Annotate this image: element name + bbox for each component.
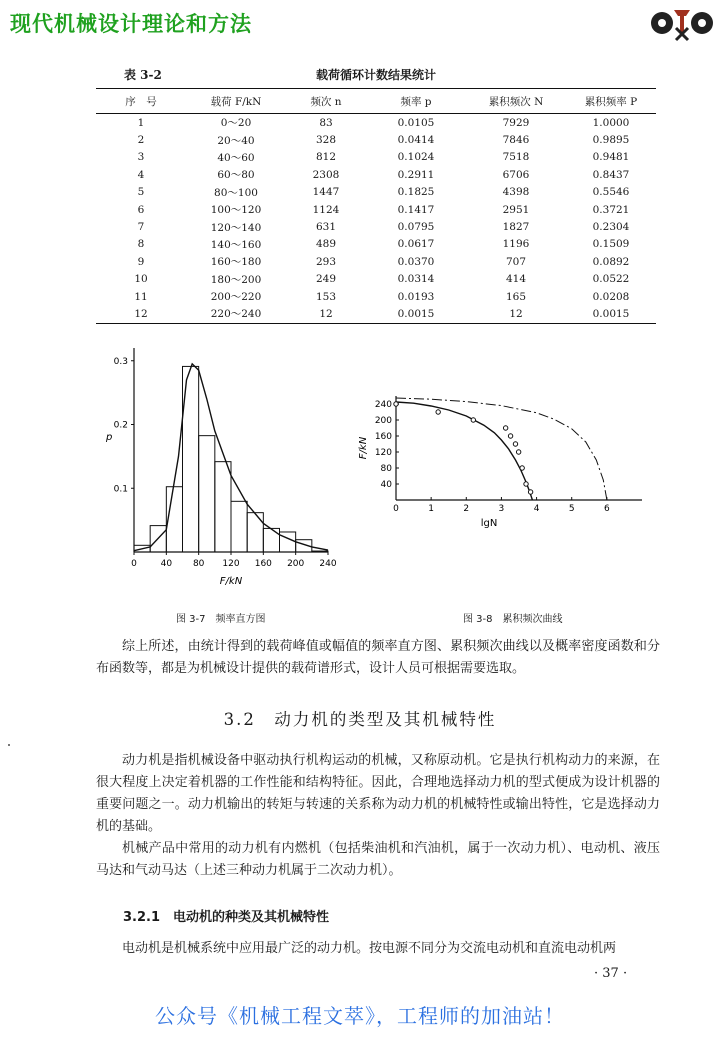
- histogram-bar: [247, 513, 263, 552]
- section-paragraph-2: 机械产品中常用的动力机有内燃机（包括柴油机和汽油机，属于一次动力机）、电动机、液压马达和气动马达（上述三种动力机属于二次动力机）。: [96, 841, 660, 878]
- data-point: [528, 490, 532, 494]
- subsection-body: [96, 938, 660, 960]
- table-cell: 5: [137, 186, 145, 199]
- table-cell: 180～200: [210, 273, 262, 286]
- table-cell: 0.1825: [397, 186, 435, 199]
- table-row: [96, 166, 656, 183]
- histogram-bar: [199, 436, 215, 552]
- y-tick-label: 120: [374, 448, 392, 458]
- table-cell: 3: [137, 151, 145, 164]
- column-header: 频率 p: [366, 89, 466, 114]
- table-cell: 0.0617: [397, 238, 435, 251]
- y-tick-label: 0.1: [113, 484, 128, 495]
- table-cell: 328: [315, 134, 337, 147]
- load-statistics-table: [96, 88, 656, 324]
- figure-3-8-caption: 图 3-8 累积频次曲线: [463, 614, 563, 625]
- table-row: [96, 236, 656, 253]
- table-cell: 40～60: [217, 151, 255, 164]
- table-cell: 2308: [312, 168, 340, 181]
- y-tick-label: 40: [380, 480, 392, 490]
- histogram-bar: [263, 528, 279, 552]
- table-cell: 0.0015: [566, 305, 656, 323]
- histogram-bar: [166, 487, 182, 552]
- table-cell: 0.0193: [397, 290, 435, 303]
- table-cell: 0～20: [220, 117, 252, 130]
- y-axis-label: F/kN: [358, 436, 369, 460]
- publisher-logo-icon: [650, 4, 714, 42]
- section-title: 3.2 动力机的类型及其机械特性: [223, 710, 497, 729]
- table-cell: 0.8437: [592, 168, 630, 181]
- x-tick-label: 40: [160, 559, 173, 569]
- table-number: 表 3-2: [124, 68, 162, 82]
- figure-3-7-caption: 图 3-7 频率直方图: [176, 614, 266, 625]
- x-tick-label: 0: [131, 559, 137, 569]
- table-cell: 0.0370: [397, 255, 435, 268]
- table-cell: 80～100: [214, 186, 258, 199]
- table-cell: 1.0000: [592, 116, 630, 129]
- x-axis-label: lgN: [480, 518, 498, 529]
- table-cell: 0.5546: [592, 186, 630, 199]
- column-header: 序 号: [96, 89, 186, 114]
- x-tick-label: 3: [498, 504, 505, 514]
- table-cell: 0.1509: [592, 238, 630, 251]
- table-cell: 200～220: [210, 291, 262, 304]
- y-axis-label: p: [106, 432, 113, 443]
- table-cell: 812: [315, 151, 337, 164]
- table-cell: 12: [466, 305, 566, 323]
- y-tick-label: 80: [380, 464, 392, 474]
- table-cell: 1827: [502, 221, 530, 234]
- table-cell: 631: [315, 221, 337, 234]
- y-tick-label: 200: [374, 416, 392, 426]
- table-title: 载荷循环计数结果统计: [316, 68, 437, 82]
- table-cell: 0.9481: [592, 151, 630, 164]
- table-cell: 0.2304: [592, 221, 630, 234]
- subsection-paragraph: 电动机是机械系统中应用最广泛的动力机。按电源不同分为交流电动机和直流电动机两: [122, 941, 617, 956]
- y-tick-label: 0.3: [113, 356, 128, 367]
- column-header: 累积频率 P: [566, 89, 656, 114]
- x-tick-label: 160: [254, 559, 272, 569]
- table-body: [96, 114, 656, 324]
- table-cell: 1: [137, 116, 145, 129]
- table-caption: [96, 66, 656, 84]
- table-cell: 1196: [502, 238, 530, 251]
- table-cell: 10: [134, 273, 148, 286]
- table-row: [96, 149, 656, 166]
- header-title: 现代机械设计理论和方法: [10, 12, 252, 36]
- table-row: [96, 184, 656, 201]
- data-point: [471, 418, 475, 422]
- table-cell: 60～80: [217, 169, 255, 182]
- table-cell: 165: [505, 290, 527, 303]
- margin-mark: [8, 744, 10, 746]
- table-cell: 0.0892: [592, 255, 630, 268]
- table-cell: 7929: [502, 116, 530, 129]
- table-cell: 0.0522: [592, 273, 630, 286]
- table-cell: 0.1417: [397, 203, 435, 216]
- x-tick-label: 5: [568, 504, 575, 514]
- table-cell: 414: [505, 273, 527, 286]
- table-cell: 0.0314: [397, 273, 435, 286]
- table-cell: 293: [315, 255, 337, 268]
- x-tick-label: 4: [533, 504, 540, 514]
- data-point: [524, 482, 528, 486]
- table-row: [96, 131, 656, 148]
- table-cell: 1124: [312, 203, 340, 216]
- table-cell: 83: [319, 116, 333, 129]
- histogram-bar: [280, 532, 296, 552]
- table-cell: 160～180: [210, 256, 262, 269]
- x-tick-label: 0: [393, 504, 399, 514]
- table-cell: 12: [286, 305, 366, 323]
- table-cell: 0.2911: [397, 168, 435, 181]
- page-number: · 37 ·: [594, 966, 628, 981]
- extrapolated-curve: [396, 398, 607, 500]
- footer-banner: 公众号《机械工程文萃》，工程师的加油站！: [155, 1004, 565, 1028]
- y-tick-label: 0.2: [113, 420, 128, 431]
- table-cell: 7518: [502, 151, 530, 164]
- table-cell: 6706: [502, 168, 530, 181]
- table-cell: 0.0795: [397, 221, 435, 234]
- frequency-histogram-chart: [100, 340, 350, 600]
- data-point: [513, 442, 517, 446]
- data-point: [516, 450, 520, 454]
- table-row: [96, 305, 656, 323]
- section-body: [96, 750, 660, 882]
- table-cell: 20～40: [217, 134, 255, 147]
- table-row: [96, 218, 656, 235]
- x-tick-label: 200: [287, 559, 305, 569]
- table-cell: 489: [315, 238, 337, 251]
- table-cell: 0.0015: [366, 305, 466, 323]
- table-row: [96, 114, 656, 132]
- table-cell: 120～140: [210, 221, 262, 234]
- data-point: [520, 466, 524, 470]
- data-point: [436, 410, 440, 414]
- table-cell: 249: [315, 273, 337, 286]
- table-cell: 0.0105: [397, 116, 435, 129]
- table-cell: 12: [96, 305, 186, 323]
- cumulative-frequency-chart: [352, 390, 652, 540]
- summary-paragraph: [96, 636, 660, 680]
- subsection-title: 3.2.1 电动机的种类及其机械特性: [123, 910, 330, 925]
- fitted-curve: [396, 402, 532, 500]
- data-point: [508, 434, 512, 438]
- table-cell: 0.0208: [592, 290, 630, 303]
- table-cell: 0.0414: [397, 134, 435, 147]
- x-axis-label: F/kN: [219, 576, 243, 587]
- histogram-bar: [312, 551, 328, 552]
- table-cell: 4398: [502, 186, 530, 199]
- y-tick-label: 240: [374, 400, 392, 410]
- table-cell: 7: [137, 221, 145, 234]
- table-cell: 0.1024: [397, 151, 435, 164]
- x-tick-label: 6: [603, 504, 610, 514]
- table-cell: 4: [137, 168, 145, 181]
- column-header: 载荷 F/kN: [186, 89, 286, 114]
- summary-text: 综上所述，由统计得到的载荷峰值或幅值的频率直方图、累积频次曲线以及概率密度函数和分布函数等，都是为机械设计提供的载荷谱形式，设计人员可根据需要选取。: [96, 639, 660, 676]
- table-cell: 9: [137, 255, 145, 268]
- histogram-bar: [231, 501, 247, 552]
- column-header: 频次 n: [286, 89, 366, 114]
- table-header-row: [96, 89, 656, 114]
- table-cell: 6: [137, 203, 145, 216]
- table-row: [96, 288, 656, 305]
- table-cell: 7846: [502, 134, 530, 147]
- table-cell: 153: [315, 290, 337, 303]
- section-paragraph-1: 动力机是指机械设备中驱动执行机构运动的机械，又称原动机。它是执行机构动力的来源，在很大程度上决定着机器的工作性能和结构特征。因此，合理地选择动力机的型式便成为设计机器的重要问题之一。动力机输出的转矩与转速的关系称为动力机的机械特性或输出特性，它是选择动力机的基础。: [96, 753, 660, 834]
- histogram-bar: [215, 462, 231, 552]
- table-cell: 2: [137, 134, 145, 147]
- table-cell: 0.9895: [592, 134, 630, 147]
- x-tick-label: 2: [463, 504, 470, 514]
- table-row: [96, 201, 656, 218]
- data-point: [394, 402, 398, 406]
- x-tick-label: 80: [192, 559, 205, 569]
- y-tick-label: 160: [374, 432, 392, 442]
- table-cell: 0.3721: [592, 203, 630, 216]
- x-tick-label: 240: [319, 559, 337, 569]
- table-cell: 8: [137, 238, 145, 251]
- table-cell: 220～240: [186, 305, 286, 323]
- x-tick-label: 120: [222, 559, 240, 569]
- table-cell: 140～160: [210, 238, 262, 251]
- table-cell: 11: [134, 290, 148, 303]
- table-cell: 707: [505, 255, 527, 268]
- table-cell: 1447: [312, 186, 340, 199]
- column-header: 累积频次 N: [466, 89, 566, 114]
- x-tick-label: 1: [428, 504, 435, 514]
- table-cell: 100～120: [210, 204, 262, 217]
- table-cell: 2951: [502, 203, 530, 216]
- table-row: [96, 253, 656, 270]
- table-row: [96, 271, 656, 288]
- data-point: [503, 426, 507, 430]
